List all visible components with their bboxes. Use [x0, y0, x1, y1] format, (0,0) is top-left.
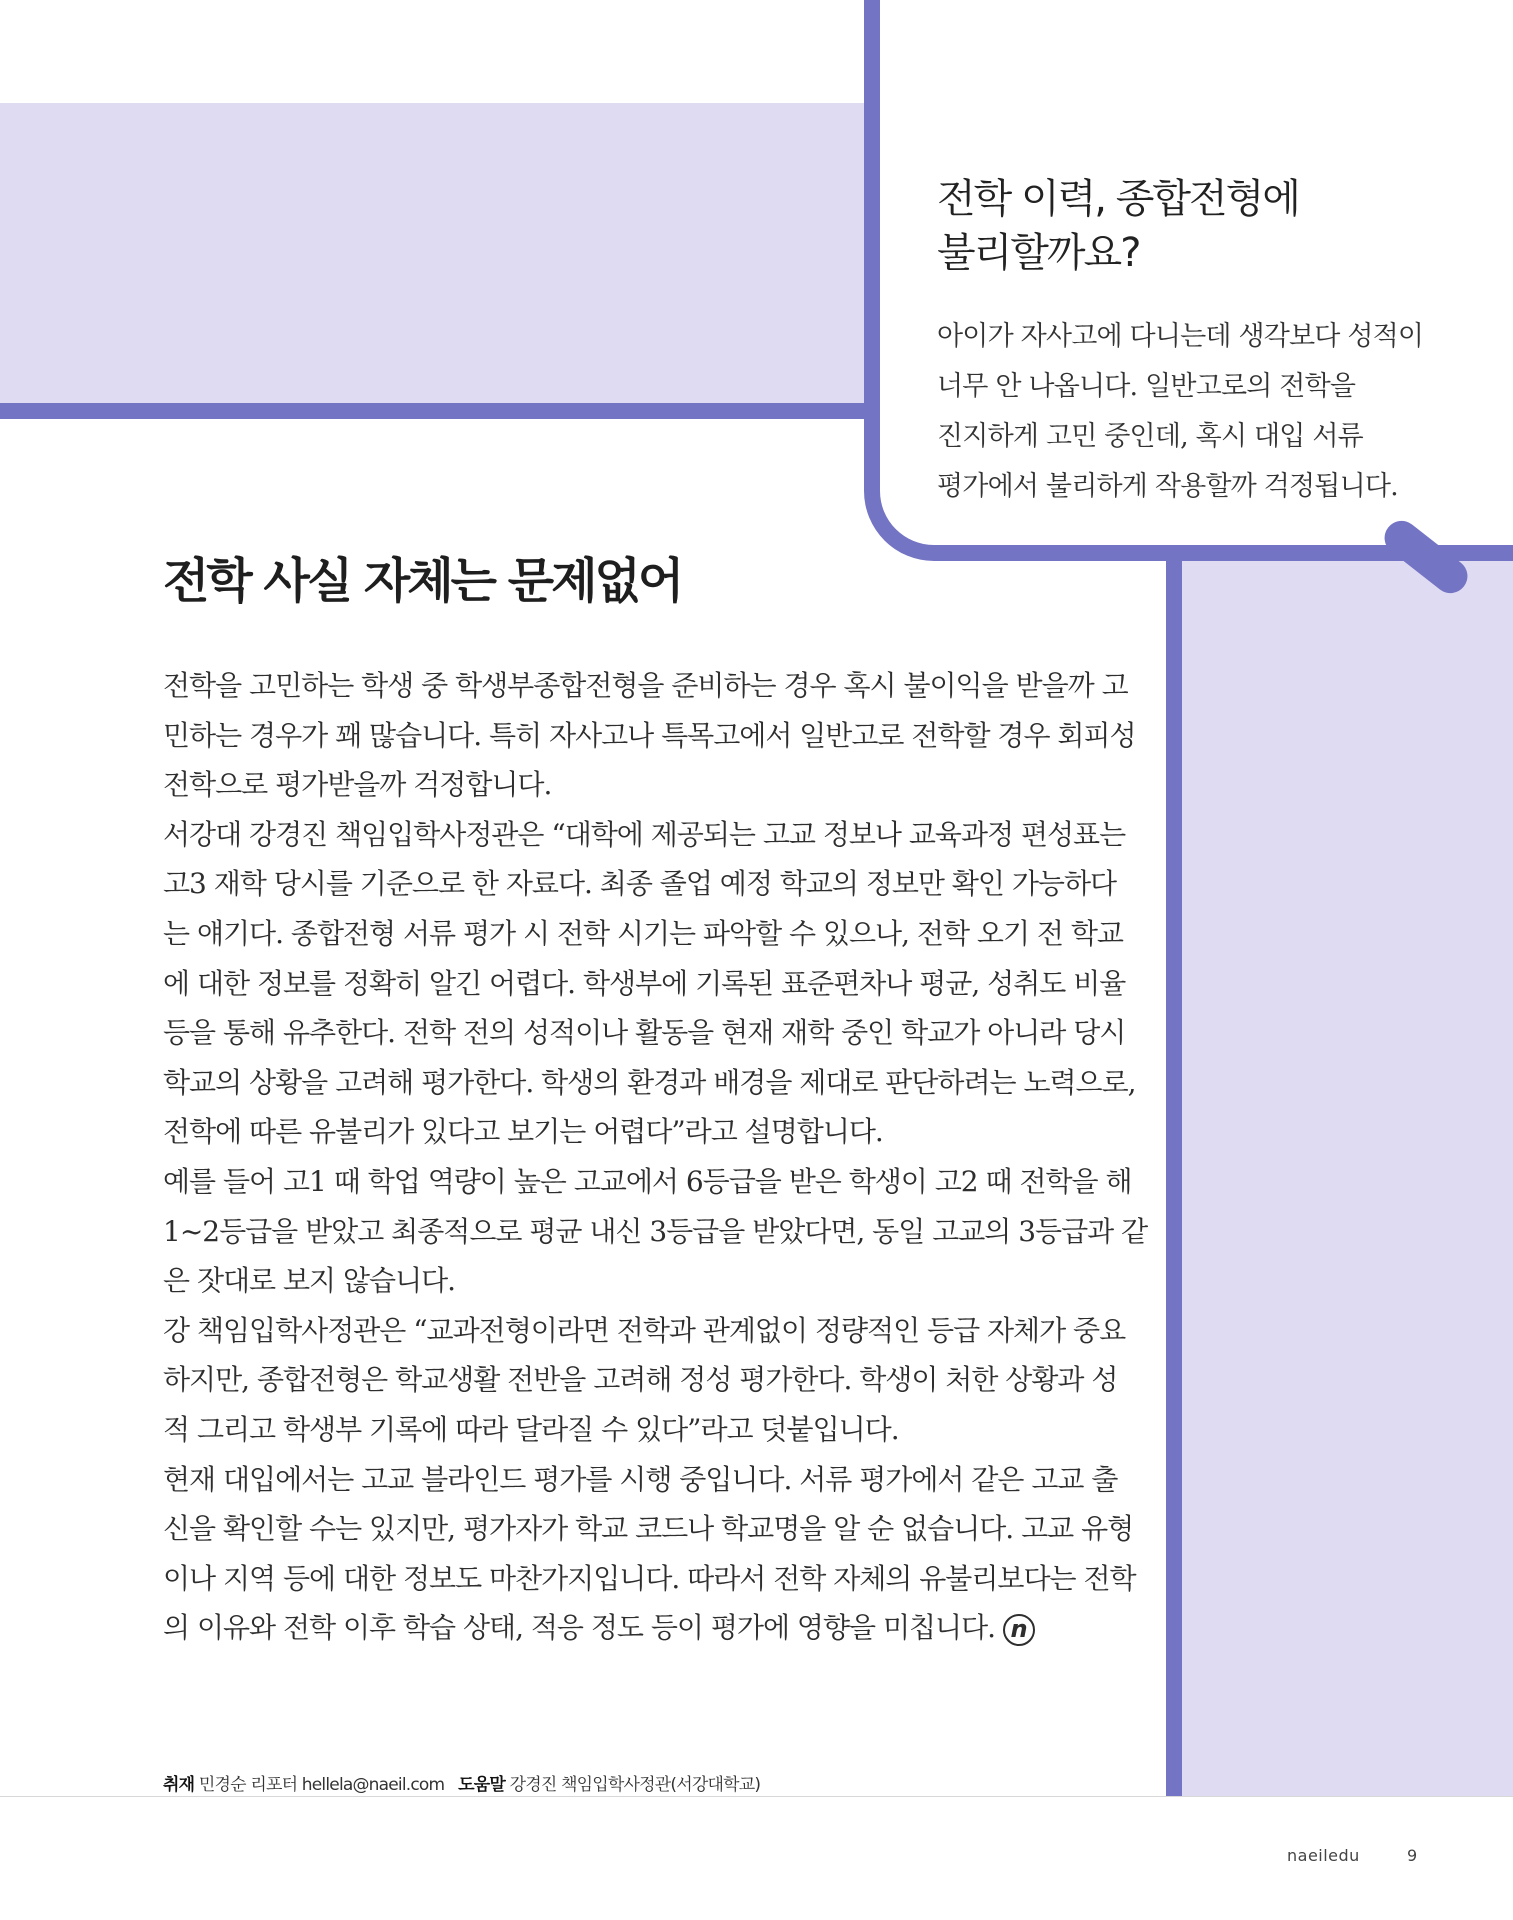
right-accent-column-border [1166, 561, 1182, 1796]
article-line: 전학을 고민하는 학생 중 학생부종합전형을 준비하는 경우 혹시 불이익을 받을까 고 [163, 669, 1128, 702]
article-line: 신을 확인할 수는 있지만, 평가자가 학교 코드나 학교명을 알 순 없습니다. 고교 유형 [163, 1512, 1134, 1546]
right-accent-column [1166, 561, 1513, 1796]
article-line: 강 책임입학사정관은 “교과전형이라면 전학과 관계없이 정량적인 등급 자체가 중요 [163, 1313, 1126, 1347]
article-line: 등을 통해 유추한다. 전학 전의 성적이나 활동을 현재 재학 중인 학교가 아니라 당시 [163, 1016, 1126, 1050]
article-line: 는 얘기다. 종합전형 서류 평가 시 전학 시기는 파악할 수 있으나, 전학 오기 전 학교 [163, 916, 1123, 950]
article-line: 학교의 상황을 고려해 평가한다. 학생의 환경과 배경을 제대로 판단하려는 노력으로, [163, 1065, 1136, 1099]
article-line: 전학에 따른 유불리가 있다고 보기는 어렵다”라고 설명합니다. [163, 1115, 883, 1149]
credits [163, 1770, 760, 1795]
article-line: 하지만, 종합전형은 학교생활 전반을 고려해 정성 평가한다. 학생이 처한 상황과 성 [163, 1363, 1118, 1397]
advisor-label: 도움말 [458, 1775, 505, 1795]
article-line: 예를 들어 고1 때 학업 역량이 높은 고교에서 6등급을 받은 학생이 고2 때 전학을 해 [163, 1164, 1132, 1198]
top-left-accent-block [0, 103, 864, 415]
reporter-info: 민경순 리포터 hellela@naeil.com [198, 1775, 445, 1795]
credit-divider [0, 1796, 1513, 1797]
article-heading: 전학 사실 자체는 문제없어 [163, 553, 682, 609]
advisor-info: 강경진 책임입학사정관(서강대학교) [509, 1775, 761, 1795]
article-body [163, 661, 1148, 1653]
article-line: 전학으로 평가받을까 걱정합니다. [163, 768, 552, 802]
article-line: 1~2등급을 받았고 최종적으로 평균 내신 3등급을 받았다면, 동일 고교의 3등급과 같 [163, 1214, 1148, 1248]
article-line: 민하는 경우가 꽤 많습니다. 특히 자사고나 특목고에서 일반고로 전학할 경우 회피성 [163, 718, 1136, 752]
question-line: 아이가 자사고에 다니는데 생각보다 성적이 [937, 321, 1424, 352]
reporter-label: 취재 [163, 1775, 195, 1795]
question-line: 평가에서 불리하게 작용할까 걱정됩니다. [937, 471, 1398, 502]
article-line: 은 잣대로 보지 않습니다. [163, 1264, 456, 1298]
question-title-line: 불리할까요? [937, 230, 1140, 276]
article-line: 이나 지역 등에 대한 정보도 마찬가지입니다. 따라서 전학 자체의 유불리보다는 전학 [163, 1561, 1136, 1595]
article-line: 현재 대입에서는 고교 블라인드 평가를 시행 중입니다. 서류 평가에서 같은 고교 출 [163, 1462, 1118, 1496]
article-line: 적 그리고 학생부 기록에 따라 달라질 수 있다”라고 덧붙입니다. [163, 1412, 899, 1446]
question-line: 너무 안 나옵니다. 일반고로의 전학을 [937, 371, 1356, 402]
article-line: 서강대 강경진 책임입학사정관은 “대학에 제공되는 고교 정보나 교육과정 편성표는 [163, 817, 1126, 851]
footer-brand: naeiledu [1287, 1846, 1360, 1865]
article-line: 고3 재학 당시를 기준으로 한 자료다. 최종 졸업 예정 학교의 정보만 확인 가능하다 [163, 867, 1117, 901]
end-mark-icon: n [1003, 1614, 1035, 1646]
article-line-text: 의 이유와 전학 이후 학습 상태, 적응 정도 등이 평가에 영향을 미칩니다. [163, 1611, 996, 1645]
question-title [937, 172, 1357, 280]
question-title-line: 전학 이력, 종합전형에 [937, 176, 1299, 222]
article-line: 에 대한 정보를 정확히 알긴 어렵다. 학생부에 기록된 표준편차나 평균, 성취도 비율 [163, 966, 1126, 1000]
page-number: 9 [1407, 1846, 1418, 1865]
question-body [937, 312, 1457, 512]
question-line: 진지하게 고민 중인데, 혹시 대입 서류 [937, 421, 1363, 452]
top-left-accent-bar [0, 403, 864, 419]
article-last-line [163, 1603, 1108, 1653]
